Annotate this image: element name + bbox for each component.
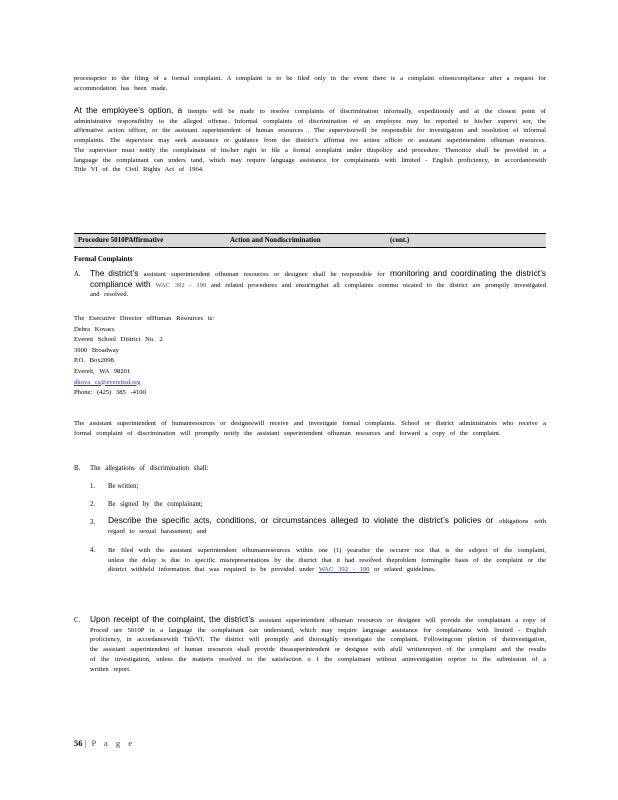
procedure-header-title: Action and Nondiscrimination bbox=[230, 236, 321, 244]
wac-link[interactable]: WAC 392 - 190 bbox=[155, 281, 207, 289]
intro-text: processprior to the filing of a formal complaint. A complaint is to be filed only in the event there is a complaint ofnoncompliance after a request for accommodation has been made. bbox=[74, 75, 546, 92]
item-a-rest: and related procedures and ensuringthat all complaints commu nicated to the district are promptly investigated and resolved. bbox=[90, 281, 547, 299]
list-item-4-number: 4. bbox=[90, 547, 96, 554]
item-c-paragraph bbox=[90, 615, 546, 674]
item-a-lead: The district’s bbox=[90, 268, 139, 278]
item-a-mid: assistant superintendent ofhuman resources or designee shall be responsible for bbox=[143, 271, 385, 278]
informal-text: ttempts will be made to resolve complaints of discrimination informally, expeditiously and at the closest point of administrative responsibility to the alleged offense. Informal complaints of discrimination of an employee may be reported to his/her supervi sor, the affirmative action officer, or the assistant superintendent of human resources . The supervisorwill be responsible for investigation and resolution of informal complaints. The supervisor may seek assistance or guidance from the district’s affirmat ive action officer or assistant superintendent ofhuman resources. The supervisor must notify the complainant of his/her right to file a formal complaint under thispolicy and procedure. Thenotice shall be provided in a language the complainant can unders tand, which may require language assistance for complainants with limited - English proficiency, in accordancewith Title VI of the Civil Rights Act of 1964. bbox=[74, 108, 546, 174]
phone-number: Phone: (425) 385 -4100 bbox=[74, 389, 146, 397]
item-b-label: B. bbox=[74, 465, 81, 472]
informal-lead: At the employee’s option, a bbox=[74, 105, 183, 115]
assistant-paragraph bbox=[74, 419, 546, 438]
po-box: P.O. Box2098 bbox=[74, 357, 114, 365]
list-item-2-text: Be signed by the complainant; bbox=[108, 501, 203, 508]
formal-complaints-heading: Formal Complaints bbox=[74, 255, 133, 263]
list-item-4-rest: or related guidelines. bbox=[374, 566, 436, 574]
list-item-4 bbox=[108, 546, 546, 575]
list-item-1-text: Be written; bbox=[108, 483, 139, 490]
street-address: 3900 Broadway bbox=[74, 346, 119, 354]
item-a-label: A. bbox=[74, 271, 81, 278]
footer-separator: | bbox=[84, 738, 90, 748]
item-c-text: assistant superintendent ofhuman resources or designee will provide the complainant a copy of Proced ure 5010P in a language the complainant can understand, which may require language assistance for complainants with limited - English proficiency, in accordancewith TitleVI. The district will promptly and thoroughly investigate the complaint. Followingcom pletion of theinvestigation, the assistant superintendent of human resources shall provide theasuperintendent or designee with afull writtenreport of the complaint and the results of the investigation, unless the matteris resolved to the satisfaction o f the complainant without aninvestigation orprior to the submission of a written report. bbox=[90, 617, 547, 673]
list-item-4-text: Be filed with the assistant superintendent ofhumanresources within one (1) yearafter the occurre nce that is the subject of the complaint, unless the delay is due to specific misrepresentations by the district that it had resolved theproblem formingthe basis of the complaint or the district withheld information that was required to be provided under bbox=[108, 547, 546, 574]
page-word: P a g e bbox=[91, 738, 136, 748]
page-number: 56 bbox=[74, 738, 83, 748]
page-footer bbox=[74, 738, 135, 748]
list-item-3-rest: obligations with regard to sexual harassment; and bbox=[108, 518, 547, 535]
address-intro: The Executive Director ofHuman Resources is: bbox=[74, 315, 215, 322]
item-a-paragraph bbox=[90, 269, 546, 300]
list-item-3-number: 3. bbox=[90, 519, 96, 526]
procedure-header-cont: (cont.) bbox=[390, 236, 410, 244]
item-c-label: C. bbox=[74, 617, 81, 624]
city-state-zip: Everett, WA 98201 bbox=[74, 367, 131, 375]
list-item-3 bbox=[108, 516, 546, 536]
list-item-3-lead: Describe the specific acts, conditions, or circumstances alleged to violate the district’s policies or bbox=[108, 515, 494, 525]
intro-paragraph bbox=[74, 74, 546, 93]
list-item-2-number: 2. bbox=[90, 501, 96, 508]
informal-paragraph bbox=[74, 106, 546, 175]
assistant-text: The assistant superintendent of humanresources or designeewill receive and investigate formal complaints. School or district administrators who receive a formal complaint of discrimination will promptly notify the assistant superintendent ofhuman resources and forward a copy of the complaint. bbox=[74, 420, 546, 437]
item-b-text: The allegations of discrimination shall: bbox=[90, 465, 209, 472]
item-a-lead2: monitoring and coordinating the district’s compliance with bbox=[90, 268, 546, 289]
district-name: Everett School District No. 2 bbox=[74, 336, 163, 344]
email-link[interactable]: dkova cs@everettsd.org bbox=[74, 378, 141, 386]
procedure-header-bar bbox=[74, 233, 546, 248]
list-item-1-number: 1. bbox=[90, 483, 96, 490]
procedure-header-number: Procedure 5010PAffirmative bbox=[78, 236, 164, 244]
item-c-lead: Upon receipt of the complaint, the district’s bbox=[90, 614, 255, 624]
director-name: Debra Kovacs bbox=[74, 325, 115, 333]
address-block bbox=[74, 314, 214, 399]
wac-link-2[interactable]: WAC 392 - 190 bbox=[318, 566, 370, 574]
